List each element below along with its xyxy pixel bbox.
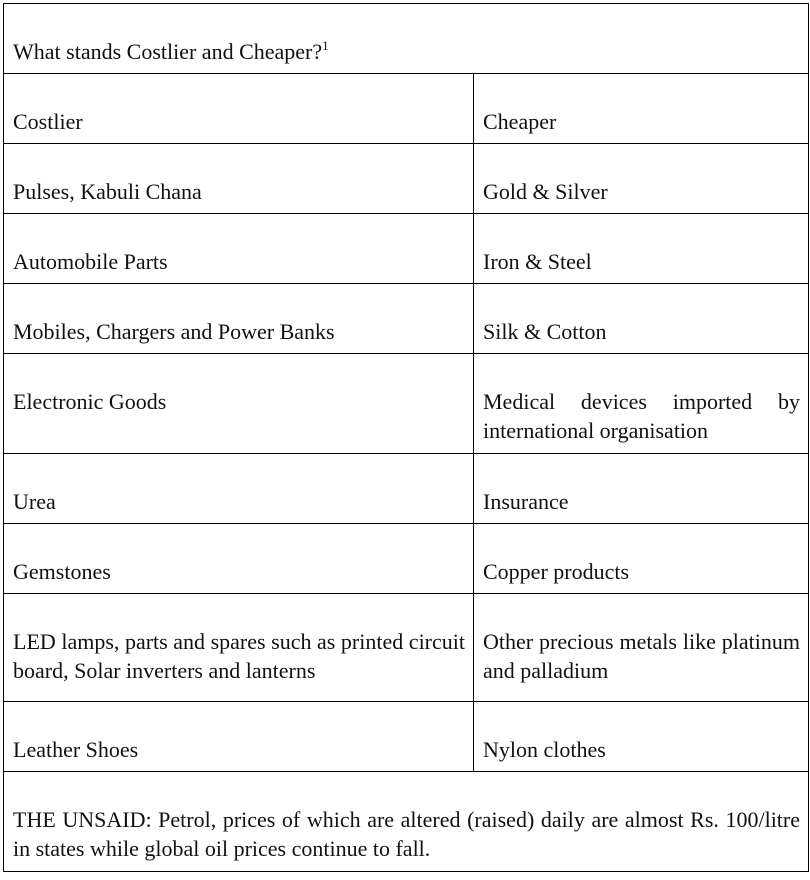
cheaper-cell: Silk & Cotton	[474, 284, 809, 354]
costlier-cell: LED lamps, parts and spares such as printed circuit board, Solar inverters and lanterns	[4, 594, 474, 702]
costlier-cell: Pulses, Kabuli Chana	[4, 144, 474, 214]
cheaper-cell: Iron & Steel	[474, 214, 809, 284]
header-cheaper: Cheaper	[474, 74, 809, 144]
costlier-cell: Gemstones	[4, 524, 474, 594]
footnote-marker: 1	[322, 38, 329, 53]
table-row	[4, 214, 809, 284]
footer-row	[4, 772, 809, 872]
costlier-cell: Urea	[4, 454, 474, 524]
cheaper-cell: Medical devices imported by international organisation	[474, 354, 809, 454]
table-title-cell	[4, 4, 809, 74]
table-row	[4, 144, 809, 214]
title-row	[4, 4, 809, 74]
costlier-cell: Automobile Parts	[4, 214, 474, 284]
cheaper-cell: Other precious metals like platinum and palladium	[474, 594, 809, 702]
costlier-cell: Electronic Goods	[4, 354, 474, 454]
table-row	[4, 594, 809, 702]
cheaper-cell: Nylon clothes	[474, 702, 809, 772]
costlier-cell: Mobiles, Chargers and Power Banks	[4, 284, 474, 354]
table-row	[4, 354, 809, 454]
footer-note: THE UNSAID: Petrol, prices of which are altered (raised) daily are almost Rs. 100/litre in states while global oil prices continue to fall.	[4, 772, 809, 872]
table-row	[4, 702, 809, 772]
table-row	[4, 284, 809, 354]
costlier-cheaper-table	[3, 3, 809, 872]
cheaper-cell: Copper products	[474, 524, 809, 594]
table-row	[4, 524, 809, 594]
cheaper-cell: Insurance	[474, 454, 809, 524]
header-costlier: Costlier	[4, 74, 474, 144]
costlier-cell: Leather Shoes	[4, 702, 474, 772]
table-title: What stands Costlier and Cheaper?	[13, 39, 323, 64]
table-row	[4, 454, 809, 524]
cheaper-cell: Gold & Silver	[474, 144, 809, 214]
header-row	[4, 74, 809, 144]
